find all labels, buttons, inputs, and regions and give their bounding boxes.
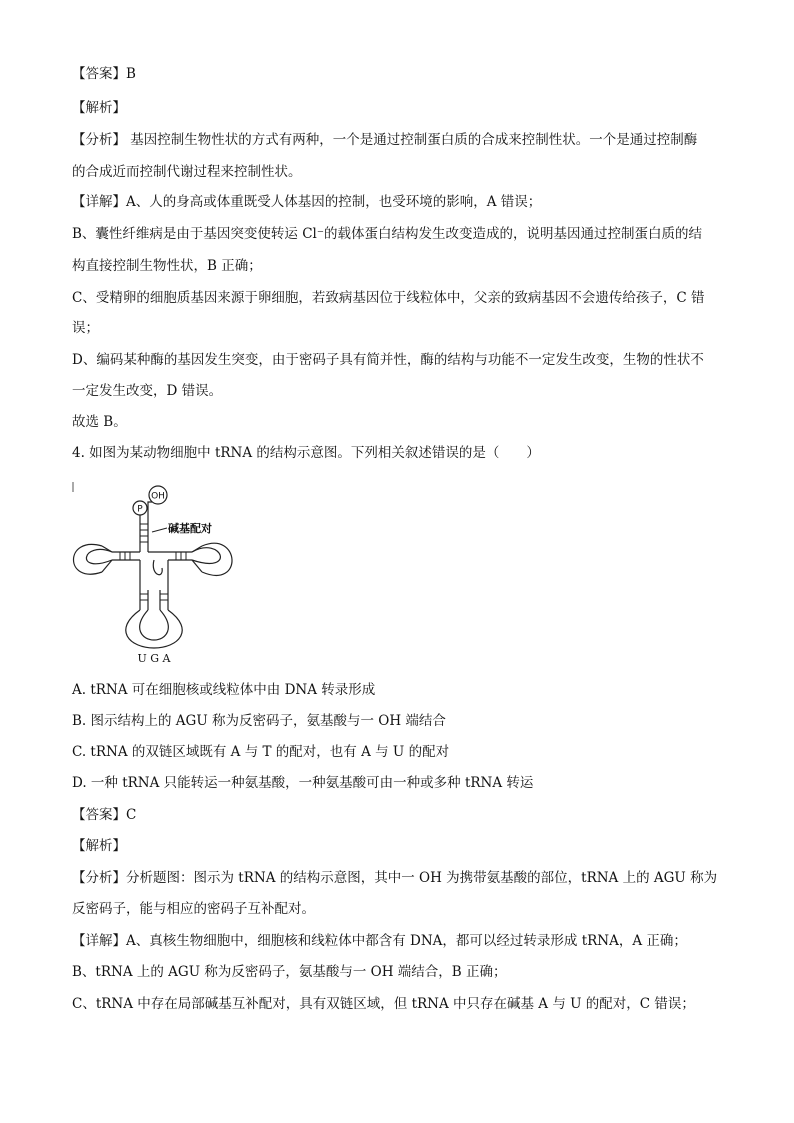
analysis-heading: 【解析】 bbox=[72, 100, 126, 116]
answer-line: 【答案】B bbox=[72, 66, 136, 82]
option-a: A. tRNA 可在细胞核或线粒体中由 DNA 转录形成 bbox=[72, 682, 376, 698]
detail2-c: C、tRNA 中存在局部碱基互补配对，具有双链区域，但 tRNA 中只存在碱基 A 与 U 的配对，C 错误； bbox=[72, 996, 695, 1012]
detail-b-2: 构直接控制生物性状，B 正确； bbox=[72, 258, 262, 274]
detail2-a: 【详解】A、真核生物细胞中，细胞核和线粒体中都含有 DNA，都可以经过转录形成 tRNA，A 正确； bbox=[72, 933, 687, 949]
option-c: C. tRNA 的双链区域既有 A 与 T 的配对，也有 A 与 U 的配对 bbox=[72, 744, 450, 760]
analysis2-text-2: 反密码子，能与相应的密码子互补配对。 bbox=[72, 901, 315, 917]
p-label: P bbox=[137, 504, 143, 515]
detail-c-1: C、受精卵的细胞质基因来源于卵细胞，若致病基因位于线粒体中，父亲的致病基因不会遗传给孩子，C 错 bbox=[72, 290, 705, 306]
option-d: D. 一种 tRNA 只能转运一种氨基酸，一种氨基酸可由一种或多种 tRNA 转运 bbox=[72, 775, 534, 791]
pairing-label: 碱基配对 bbox=[168, 522, 212, 535]
trna-diagram bbox=[72, 480, 242, 665]
analysis2-text-1: 【分析】分析题图：图示为 tRNA 的结构示意图，其中一 OH 为携带氨基酸的部位，tRNA 上的 AGU 称为 bbox=[72, 870, 718, 886]
question-4: 4. 如图为某动物细胞中 tRNA 的结构示意图。下列相关叙述错误的是（ ） bbox=[72, 445, 540, 461]
analysis-text-2: 的合成近而控制代谢过程来控制性状。 bbox=[72, 164, 302, 180]
anticodon-label: U G A bbox=[137, 652, 171, 665]
analysis-text-1: 【分析】 基因控制生物性状的方式有两种，一个是通过控制蛋白质的合成来控制性状。一个是通过控制酶 bbox=[72, 132, 698, 148]
detail-b-1: B、囊性纤维病是由于基因突变使转运 Cl⁻的载体蛋白结构发生改变造成的，说明基因通过控制蛋白质的结 bbox=[72, 226, 702, 242]
option-b: B. 图示结构上的 AGU 称为反密码子，氨基酸与一 OH 端结合 bbox=[72, 713, 446, 729]
detail-c-2: 误； bbox=[72, 320, 99, 336]
detail-d-2: 一定发生改变，D 错误。 bbox=[72, 383, 223, 399]
detail-a: 【详解】A、人的身高或体重既受人体基因的控制，也受环境的影响，A 错误； bbox=[72, 194, 542, 210]
analysis-heading-2: 【解析】 bbox=[72, 838, 126, 854]
choose-line: 故选 B。 bbox=[72, 414, 127, 430]
detail-d-1: D、编码某种酶的基因发生突变，由于密码子具有简并性，酶的结构与功能不一定发生改变，生物的性状不 bbox=[72, 352, 704, 368]
oh-label: OH bbox=[151, 491, 165, 502]
detail2-b: B、tRNA 上的 AGU 称为反密码子，氨基酸与一 OH 端结合，B 正确； bbox=[72, 964, 507, 980]
answer-line-2: 【答案】C bbox=[72, 807, 137, 823]
